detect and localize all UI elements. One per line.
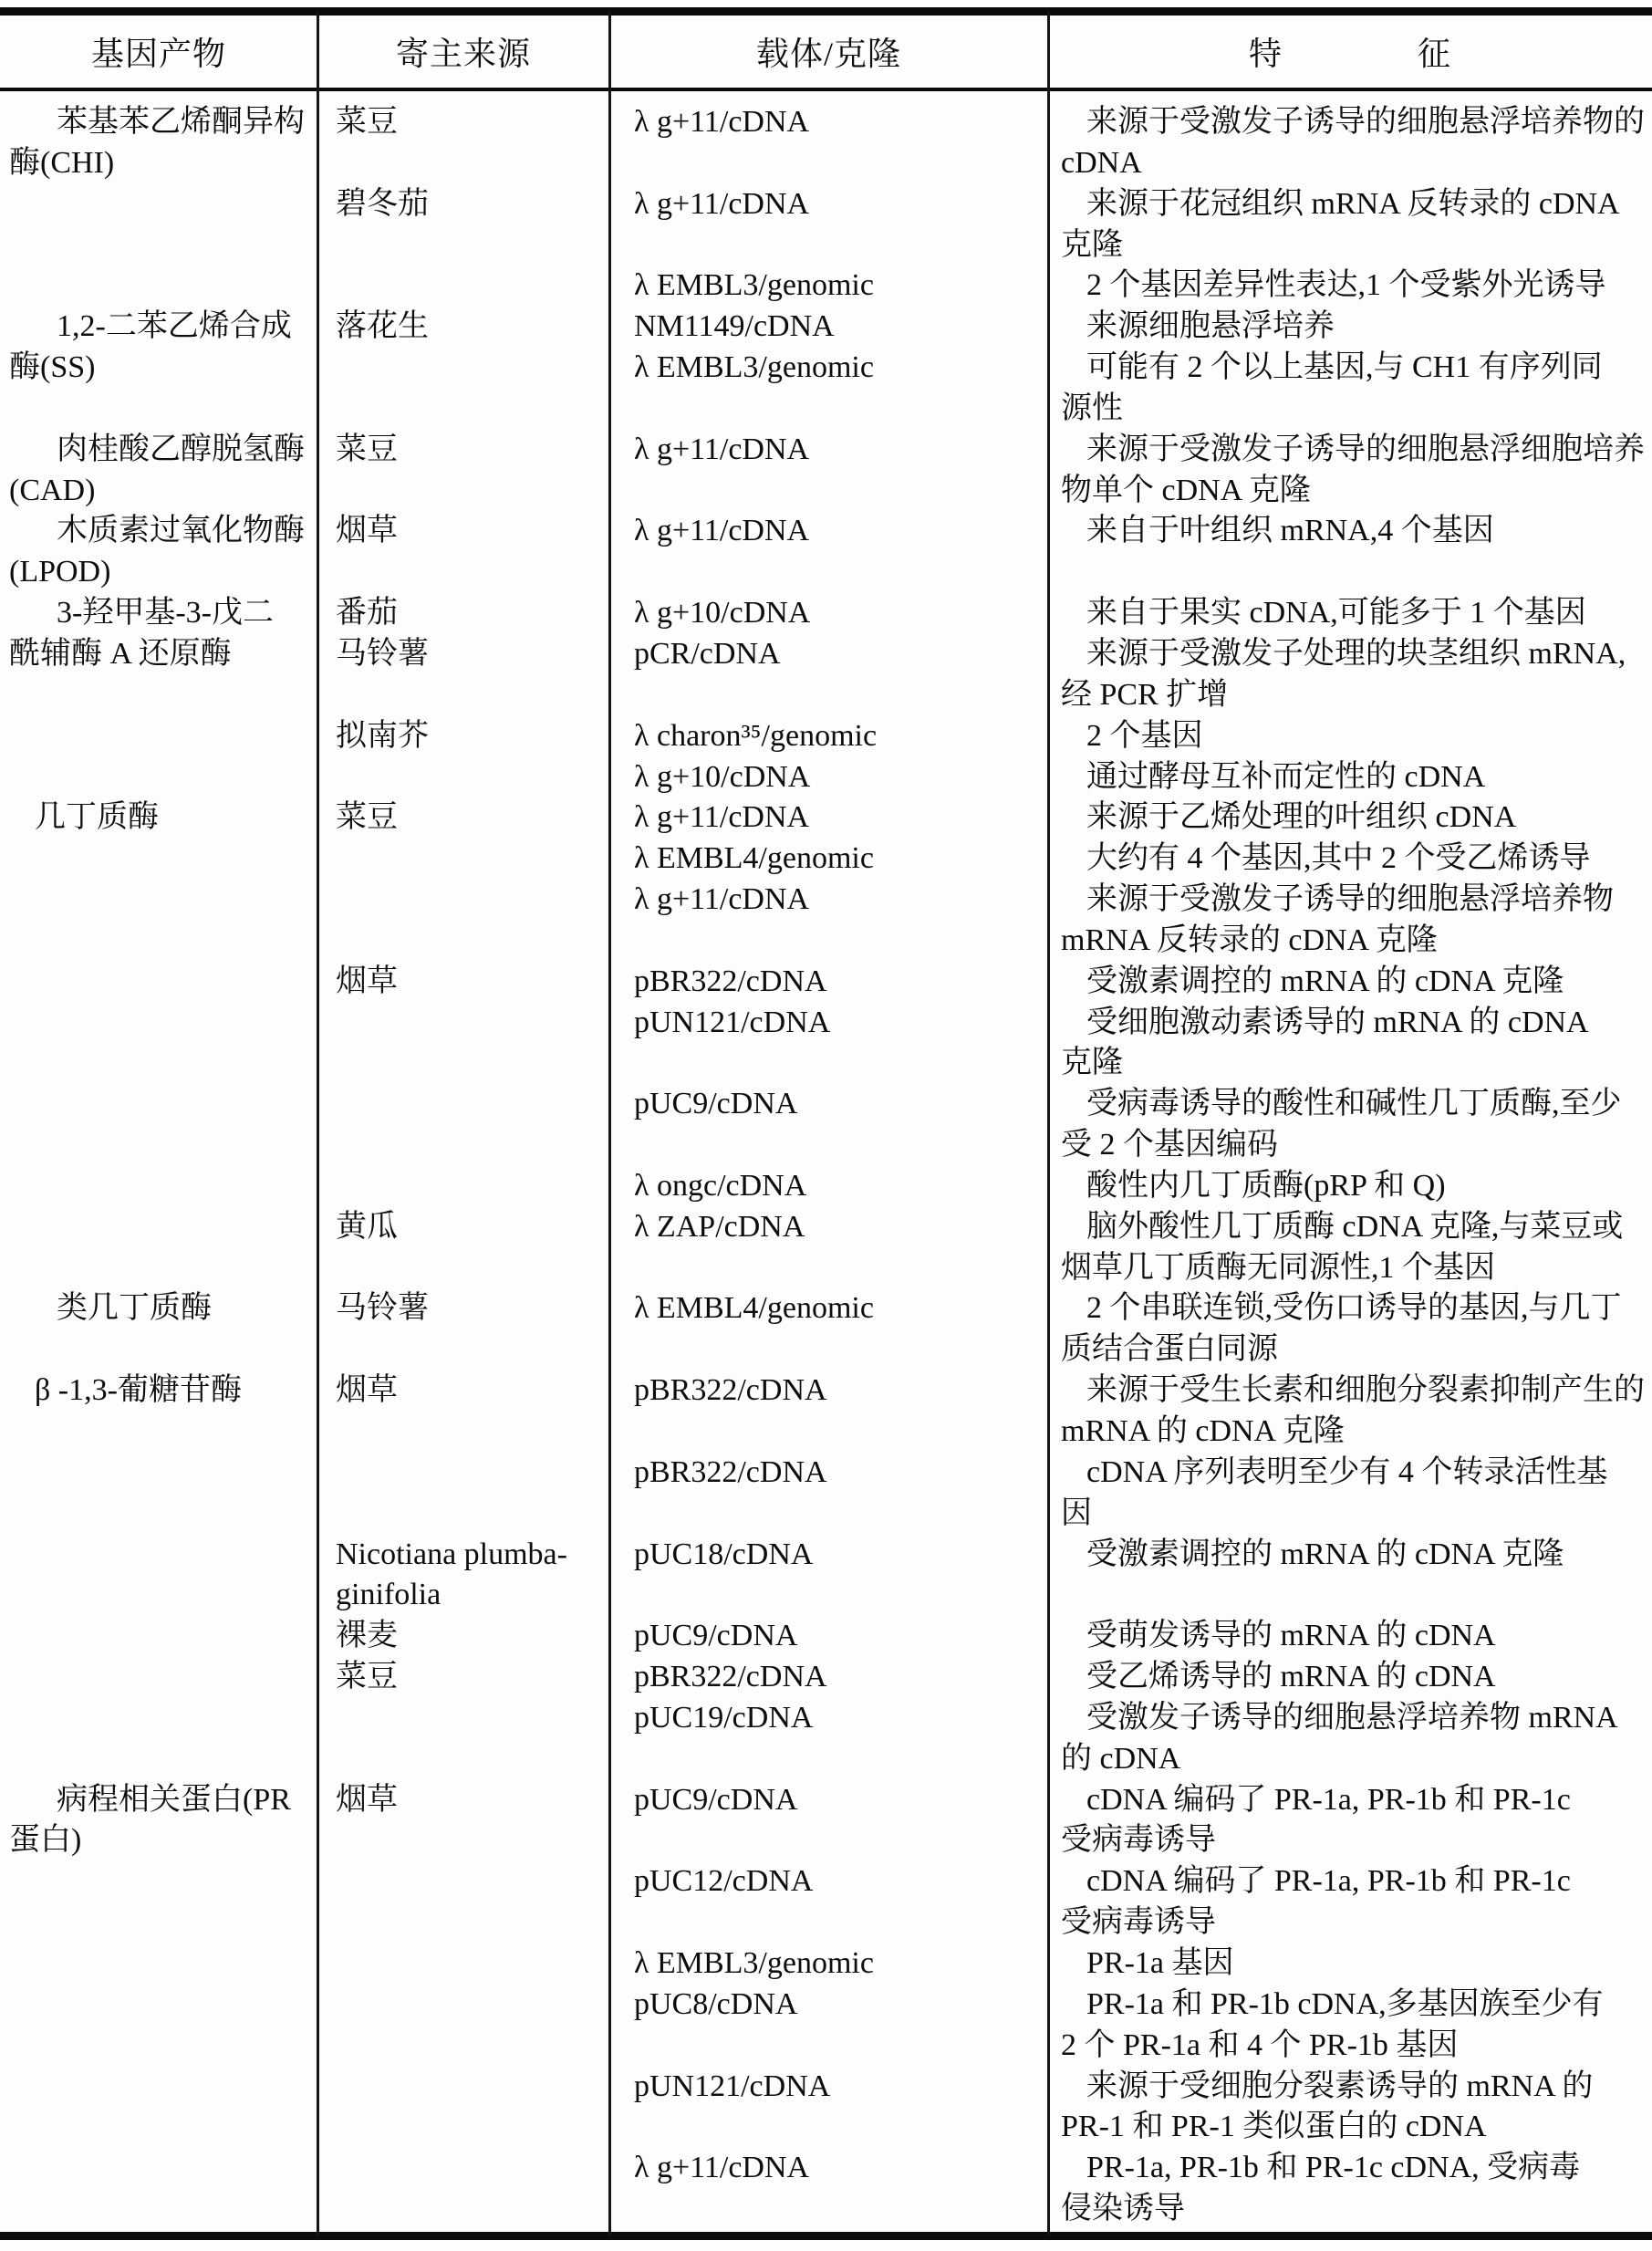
table-cell: pUN121/cDNA <box>634 1005 831 1039</box>
table-row <box>0 1329 1652 1370</box>
table-row <box>0 1780 1652 1821</box>
table-row <box>0 184 1652 225</box>
table-cell: 2 个 PR-1a 和 4 个 PR-1b 基因 <box>1061 2027 1459 2062</box>
table-cell <box>609 225 1048 266</box>
table-cell <box>609 1043 1048 1084</box>
table-cell: 酶(CHI) <box>9 145 115 180</box>
table-cell: 肉桂酸乙醇脱氢酶 <box>57 432 305 466</box>
table-cell: 苯基苯乙烯酮异构 <box>57 105 305 139</box>
table-cell: λ g+11/cDNA <box>634 105 810 139</box>
table-cell <box>0 880 317 921</box>
table-row <box>0 1616 1652 1657</box>
table-cell: 大约有 4 个基因,其中 2 个受乙烯诱导 <box>1086 841 1591 876</box>
table-cell: 烟草 <box>336 964 398 998</box>
table-row <box>0 1412 1652 1453</box>
table-cell <box>317 471 609 512</box>
table-row <box>0 2067 1652 2108</box>
table-cell: mRNA 的 cDNA 克隆 <box>1061 1414 1345 1448</box>
table-cell: 受病毒诱导 <box>1061 1823 1216 1858</box>
table-row <box>0 102 1652 143</box>
table-row <box>0 1084 1652 1125</box>
table-cell: (CAD) <box>9 473 96 507</box>
table-cell: 木质素过氧化物酶 <box>57 514 305 548</box>
table-header-row <box>0 16 1652 88</box>
table-row <box>0 1043 1652 1084</box>
table-cell <box>609 552 1048 593</box>
table-cell <box>0 1902 317 1944</box>
table-row <box>0 1207 1652 1248</box>
table-cell <box>0 1861 317 1902</box>
table-cell <box>317 2026 609 2067</box>
table-cell <box>0 2189 317 2230</box>
table-row <box>0 389 1652 430</box>
table-cell: 来源于受细胞分裂素诱导的 mRNA 的 <box>1086 2069 1594 2103</box>
table-cell: 物单个 cDNA 克隆 <box>1061 473 1311 507</box>
table-cell: cDNA 序列表明至少有 4 个转录活性基 <box>1086 1454 1608 1489</box>
table-cell: 2 个基因 <box>1086 718 1203 753</box>
table-cell: β -1,3-葡糖苷酶 <box>35 1373 242 1408</box>
table-cell: λ g+11/cDNA <box>634 882 810 917</box>
table-cell: pUC19/cDNA <box>634 1700 814 1735</box>
table-cell: λ g+11/cDNA <box>634 800 810 835</box>
table-row <box>0 921 1652 962</box>
table-cell: 脑外酸性几丁质酶 cDNA 克隆,与菜豆或 <box>1086 1209 1624 1244</box>
table-cell: 受萌发诱导的 mRNA 的 cDNA <box>1086 1619 1496 1653</box>
table-row <box>0 1698 1652 1739</box>
table-cell <box>0 2107 317 2148</box>
column-header-vector-clone: 载体/克隆 <box>755 36 901 72</box>
table-cell: λ EMBL3/genomic <box>634 1945 874 1980</box>
table-cell <box>609 1739 1048 1780</box>
table-row <box>0 757 1652 798</box>
table-cell: λ EMBL3/genomic <box>634 350 874 385</box>
table-cell: λ ZAP/cDNA <box>634 1209 805 1244</box>
table-cell: 2 个基因差异性表达,1 个受紫外光诱导 <box>1086 268 1606 303</box>
table-cell: pUC8/cDNA <box>634 1986 798 2021</box>
table-cell <box>0 757 317 798</box>
table-cell <box>0 1657 317 1698</box>
table-cell: 碧冬茄 <box>336 186 429 221</box>
table-cell: 烟草 <box>336 514 398 548</box>
table-cell <box>317 880 609 921</box>
table-cell: 1,2-二苯乙烯合成 <box>57 309 292 344</box>
table-cell: PR-1a, PR-1b 和 PR-1c cDNA, 受病毒 <box>1086 2151 1581 2185</box>
table-cell: 烟草 <box>336 1373 398 1408</box>
table-cell: 受激素调控的 mRNA 的 cDNA 克隆 <box>1086 964 1564 998</box>
table-cell: cDNA <box>1061 145 1142 180</box>
table-cell <box>0 921 317 962</box>
table-row <box>0 1861 1652 1902</box>
table-cell: λ g+11/cDNA <box>634 514 810 548</box>
table-cell: mRNA 反转录的 cDNA 克隆 <box>1061 922 1438 957</box>
table-row <box>0 2148 1652 2189</box>
column-header-host-source: 寄主来源 <box>395 36 531 72</box>
table-cell <box>0 1535 317 1576</box>
table-cell <box>609 2107 1048 2148</box>
table-cell <box>317 2148 609 2189</box>
table-row <box>0 1248 1652 1289</box>
table-cell: 受激发子诱导的细胞悬浮培养物 mRNA <box>1086 1700 1618 1735</box>
table-cell: 裸麦 <box>336 1619 398 1653</box>
table-cell: 来自于叶组织 mRNA,4 个基因 <box>1086 514 1494 548</box>
table-cell <box>317 1820 609 1861</box>
table-row <box>0 1166 1652 1207</box>
table-cell: 来源于受激发子处理的块茎组织 mRNA, <box>1086 636 1626 671</box>
table-row <box>0 1902 1652 1944</box>
table-cell: 质结合蛋白同源 <box>1061 1332 1278 1367</box>
table-cell <box>317 348 609 389</box>
table-cell: λ ongc/cDNA <box>634 1168 807 1203</box>
table-cell: 菜豆 <box>336 432 398 466</box>
table-row <box>0 143 1652 184</box>
table-cell <box>317 552 609 593</box>
table-cell <box>317 1412 609 1453</box>
table-cell <box>0 1329 317 1370</box>
table-cell: 来源于受激发子诱导的细胞悬浮培养物的 <box>1086 105 1645 139</box>
table-cell <box>0 2067 317 2108</box>
table-cell <box>609 1125 1048 1166</box>
table-cell: pCR/cDNA <box>634 636 781 671</box>
table-cell: 菜豆 <box>336 1660 398 1694</box>
table-cell <box>0 1575 317 1616</box>
table-row <box>0 511 1652 552</box>
table-cell: 来源于受生长素和细胞分裂素抑制产生的 <box>1086 1373 1645 1408</box>
table-cell <box>609 2026 1048 2067</box>
table-cell <box>317 225 609 266</box>
table-cell: PR-1a 基因 <box>1086 1945 1234 1980</box>
table-cell <box>0 1494 317 1535</box>
table-cell <box>317 921 609 962</box>
table-cell <box>0 184 317 225</box>
table-row <box>0 225 1652 266</box>
table-cell <box>317 2107 609 2148</box>
table-cell: 受 2 个基因编码 <box>1061 1128 1278 1162</box>
table-cell: 受激素调控的 mRNA 的 cDNA 克隆 <box>1086 1537 1564 1571</box>
table-row <box>0 266 1652 307</box>
table-cell: 克隆 <box>1061 227 1123 262</box>
table-cell <box>609 1494 1048 1535</box>
table-row <box>0 634 1652 675</box>
table-row <box>0 1739 1652 1780</box>
table-cell: λ EMBL4/genomic <box>634 1291 874 1326</box>
table-cell <box>0 962 317 1003</box>
table-cell <box>609 675 1048 716</box>
table-cell: 受细胞激动素诱导的 mRNA 的 cDNA <box>1086 1005 1589 1039</box>
table-cell: λ g+11/cDNA <box>634 2151 810 2185</box>
table-cell: 病程相关蛋白(PR <box>57 1782 291 1817</box>
table-cell <box>0 1207 317 1248</box>
table-cell: 几丁质酶 <box>35 800 159 835</box>
table-cell: λ g+10/cDNA <box>634 759 811 794</box>
table-cell <box>0 1698 317 1739</box>
table-cell: pUC12/cDNA <box>634 1864 814 1899</box>
table-cell: 通过酵母互补而定性的 cDNA <box>1086 759 1486 794</box>
table-cell <box>317 2189 609 2230</box>
table-cell <box>317 143 609 184</box>
table-cell: (LPOD) <box>9 555 111 589</box>
table-row <box>0 1575 1652 1616</box>
table-cell: Nicotiana plumba- <box>336 1537 567 1571</box>
table-cell: pBR322/cDNA <box>634 1660 827 1694</box>
table-cell <box>317 1902 609 1944</box>
table-cell: pUC9/cDNA <box>634 1619 798 1653</box>
table-cell: 马铃薯 <box>336 1291 429 1326</box>
table-row <box>0 1125 1652 1166</box>
table-cell: 3-羟甲基-3-戊二 <box>57 596 274 630</box>
table-cell <box>317 1985 609 2026</box>
table-cell <box>317 839 609 880</box>
table-cell: pBR322/cDNA <box>634 964 827 998</box>
table-cell <box>609 389 1048 430</box>
table-cell: λ g+10/cDNA <box>634 596 811 630</box>
table-cell <box>609 2189 1048 2230</box>
table-cell <box>0 1412 317 1453</box>
table-cell <box>0 389 317 430</box>
table-row <box>0 1370 1652 1412</box>
table-cell <box>317 266 609 307</box>
table-cell <box>317 1125 609 1166</box>
table-cell: 来源于受激发子诱导的细胞悬浮细胞培养 <box>1086 432 1645 466</box>
table-cell <box>317 1453 609 1494</box>
table-row <box>0 1003 1652 1044</box>
table-cell <box>317 2067 609 2108</box>
table-cell: 烟草 <box>336 1782 398 1817</box>
table-cell: 烟草几丁质酶无同源性,1 个基因 <box>1061 1250 1495 1285</box>
header-separator-line <box>0 88 1652 91</box>
table-cell: 来源于受激发子诱导的细胞悬浮培养物 <box>1086 882 1614 917</box>
table-cell <box>0 2026 317 2067</box>
table-cell <box>0 1944 317 1985</box>
table-cell <box>0 1166 317 1207</box>
table-cell <box>317 389 609 430</box>
table-cell <box>1048 552 1652 593</box>
table-cell: pUN121/cDNA <box>634 2069 831 2103</box>
table-cell: cDNA 编码了 PR-1a, PR-1b 和 PR-1c <box>1086 1782 1571 1817</box>
table-cell: ginifolia <box>336 1578 442 1612</box>
table-cell: 蛋白) <box>9 1823 82 1858</box>
table-row <box>0 2189 1652 2230</box>
table-cell: pBR322/cDNA <box>634 1454 827 1489</box>
table-cell <box>317 1003 609 1044</box>
table-top-border <box>0 7 1652 16</box>
table-cell <box>317 1329 609 1370</box>
table-cell: 经 PCR 扩增 <box>1061 677 1229 712</box>
table-cell <box>609 1412 1048 1453</box>
table-cell <box>609 1902 1048 1944</box>
table-row <box>0 307 1652 348</box>
table-row <box>0 1944 1652 1985</box>
table-cell <box>1048 1575 1652 1616</box>
table-cell: 菜豆 <box>336 105 398 139</box>
table-row <box>0 2107 1652 2148</box>
table-cell <box>609 1329 1048 1370</box>
table-cell: λ g+11/cDNA <box>634 186 810 221</box>
table-row <box>0 1494 1652 1535</box>
table-cell: pUC9/cDNA <box>634 1087 798 1121</box>
table-cell <box>317 1698 609 1739</box>
table-cell <box>0 1739 317 1780</box>
table-row <box>0 797 1652 839</box>
table-cell: λ EMBL3/genomic <box>634 268 874 303</box>
table-cell: 马铃薯 <box>336 636 429 671</box>
table-cell: 番茄 <box>336 596 398 630</box>
table-cell <box>0 1453 317 1494</box>
table-row <box>0 675 1652 716</box>
table-row <box>0 1288 1652 1329</box>
table-bottom-border <box>0 2232 1652 2240</box>
table-cell: 的 cDNA <box>1061 1741 1181 1776</box>
table-cell: 来自于果实 cDNA,可能多于 1 个基因 <box>1086 596 1586 630</box>
table-cell <box>609 471 1048 512</box>
table-cell: 受病毒诱导的酸性和碱性几丁质酶,至少 <box>1086 1087 1622 1121</box>
table-row <box>0 880 1652 921</box>
table-cell: 可能有 2 个以上基因,与 CH1 有序列同 <box>1086 350 1603 385</box>
table-cell <box>0 225 317 266</box>
table-cell <box>317 1166 609 1207</box>
table-row <box>0 839 1652 880</box>
table-cell: pUC18/cDNA <box>634 1537 814 1571</box>
column-header-characteristics: 特 征 <box>1248 36 1451 72</box>
table-row <box>0 348 1652 389</box>
table-cell <box>0 266 317 307</box>
table-body <box>0 102 1652 2230</box>
table-cell <box>0 675 317 716</box>
table-cell <box>317 1494 609 1535</box>
table-cell <box>609 1248 1048 1289</box>
table-row <box>0 552 1652 593</box>
table-cell <box>0 1003 317 1044</box>
table-row <box>0 2026 1652 2067</box>
table-cell <box>609 143 1048 184</box>
table-cell: PR-1 和 PR-1 类似蛋白的 cDNA <box>1061 2110 1487 2144</box>
table-cell <box>0 2148 317 2189</box>
table-cell <box>609 921 1048 962</box>
table-cell: 来源细胞悬浮培养 <box>1086 309 1335 344</box>
table-cell <box>317 1043 609 1084</box>
table-row <box>0 716 1652 757</box>
table-cell <box>609 1575 1048 1616</box>
table-row <box>0 593 1652 634</box>
table-cell: 受乙烯诱导的 mRNA 的 cDNA <box>1086 1660 1496 1694</box>
table-cell <box>0 1248 317 1289</box>
table-cell: pBR322/cDNA <box>634 1373 827 1408</box>
table-cell: 黄瓜 <box>336 1209 398 1244</box>
table-row <box>0 430 1652 471</box>
table-row <box>0 1535 1652 1576</box>
table-row <box>0 471 1652 512</box>
table-cell: 侵染诱导 <box>1061 2192 1185 2226</box>
table-cell <box>317 675 609 716</box>
table-row <box>0 1657 1652 1698</box>
table-cell <box>0 1043 317 1084</box>
table-cell: 拟南芥 <box>336 718 429 753</box>
table-row <box>0 962 1652 1003</box>
table-cell: PR-1a 和 PR-1b cDNA,多基因族至少有 <box>1086 1986 1604 2021</box>
table-cell: cDNA 编码了 PR-1a, PR-1b 和 PR-1c <box>1086 1864 1571 1899</box>
table-cell: 酸性内几丁质酶(pRP 和 Q) <box>1086 1168 1446 1203</box>
table-cell: 菜豆 <box>336 800 398 835</box>
table-cell <box>0 1985 317 2026</box>
table-cell <box>317 1944 609 1985</box>
table-cell <box>0 1125 317 1166</box>
table-row <box>0 1453 1652 1494</box>
table-cell: λ g+11/cDNA <box>634 432 810 466</box>
table-cell: λ charon³⁵/genomic <box>634 718 878 753</box>
table-cell <box>317 1861 609 1902</box>
table-row <box>0 1820 1652 1861</box>
table-cell <box>0 1616 317 1657</box>
table-cell <box>0 1084 317 1125</box>
table-cell: NM1149/cDNA <box>634 309 835 344</box>
table-cell <box>317 1739 609 1780</box>
table-cell: 来源于乙烯处理的叶组织 cDNA <box>1086 800 1517 835</box>
table-cell <box>0 839 317 880</box>
table-cell: 来源于花冠组织 mRNA 反转录的 cDNA <box>1086 186 1620 221</box>
table-cell: 类几丁质酶 <box>57 1291 212 1326</box>
column-header-gene-product: 基因产物 <box>90 36 226 72</box>
table-cell: 受病毒诱导 <box>1061 1905 1216 1940</box>
table-cell: pUC9/cDNA <box>634 1782 798 1817</box>
table-cell <box>0 716 317 757</box>
table-cell: 因 <box>1061 1495 1092 1530</box>
table-cell: λ EMBL4/genomic <box>634 841 874 876</box>
table-cell <box>317 1084 609 1125</box>
table-cell: 酰辅酶 A 还原酶 <box>9 636 232 671</box>
table-cell: 酶(SS) <box>9 350 96 385</box>
table-cell <box>317 757 609 798</box>
table-cell <box>609 1820 1048 1861</box>
table-cell: 源性 <box>1061 391 1123 425</box>
table-cell: 克隆 <box>1061 1046 1123 1080</box>
table-cell <box>317 1248 609 1289</box>
table-row <box>0 1985 1652 2026</box>
table-cell: 落花生 <box>336 309 429 344</box>
table-cell: 2 个串联连锁,受伤口诱导的基因,与几丁 <box>1086 1291 1622 1326</box>
